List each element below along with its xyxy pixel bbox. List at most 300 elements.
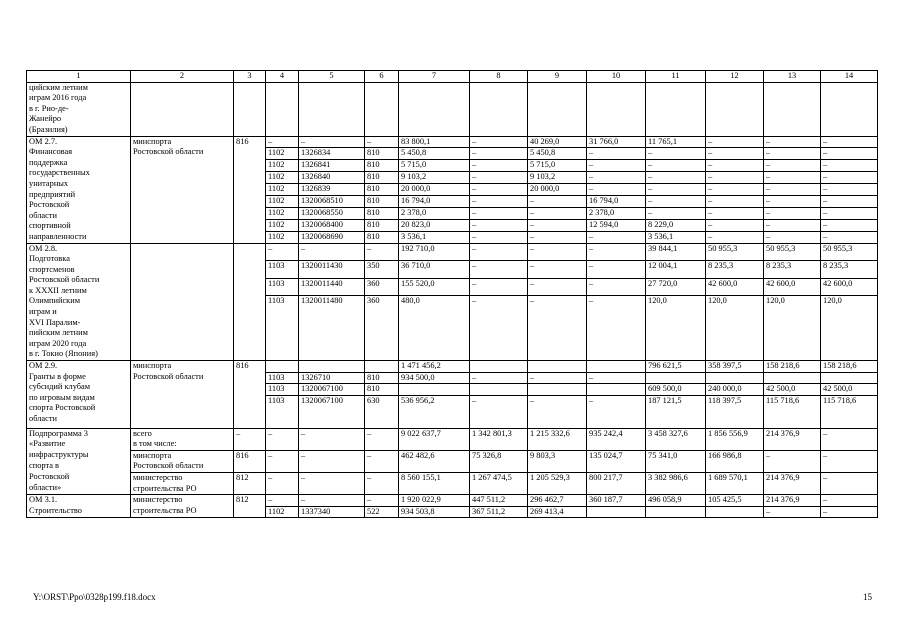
table-cell: 3 382 986,6 — [646, 472, 706, 494]
table-cell: 240 000,0 — [706, 384, 764, 396]
table-cell: 5 715,0 — [528, 160, 587, 172]
table-cell — [528, 384, 587, 396]
table-cell: – — [764, 136, 821, 148]
table-cell: – — [365, 428, 399, 450]
table-cell — [299, 361, 365, 373]
table-cell: 214 376,9 — [764, 495, 821, 507]
table-cell: – — [470, 195, 528, 207]
table-cell: – — [528, 261, 587, 279]
table-cell: 609 500,0 — [646, 384, 706, 396]
table-cell: – — [821, 184, 878, 196]
table-cell: 496 058,9 — [646, 495, 706, 507]
table-cell: всего в том числе: — [131, 428, 234, 450]
table-cell: 11 765,1 — [646, 136, 706, 148]
table-cell: 810 — [365, 372, 399, 384]
table-cell: 480,0 — [399, 296, 470, 361]
table-cell: – — [706, 148, 764, 160]
table-cell: – — [266, 428, 299, 450]
table-cell: 1102 — [266, 207, 299, 219]
table-row — [27, 361, 878, 373]
table-cell: 166 986,8 — [706, 450, 764, 472]
table-cell: 120,0 — [821, 296, 878, 361]
table-cell: – — [764, 172, 821, 184]
table-cell: 810 — [365, 160, 399, 172]
col-header: 12 — [706, 71, 764, 83]
table-cell: 1 471 456,2 — [399, 361, 470, 373]
table-cell: 12 594,0 — [587, 219, 646, 231]
table-cell — [821, 372, 878, 384]
table-cell: – — [528, 395, 587, 428]
table-cell: Подпрограмма 3 «Развитие — [27, 428, 131, 450]
table-cell: инфраструктуры спорта в — [27, 450, 131, 472]
table-cell: – — [706, 207, 764, 219]
col-header: 1 — [27, 71, 131, 83]
col-header: 7 — [399, 71, 470, 83]
col-header: 5 — [299, 71, 365, 83]
table-cell: 158 218,6 — [764, 361, 821, 373]
table-cell: – — [821, 506, 878, 518]
col-header: 3 — [234, 71, 266, 83]
table-cell: 367 511,2 — [470, 506, 528, 518]
table-cell: – — [587, 372, 646, 384]
table-cell — [131, 82, 234, 136]
table-cell: 1320068690 — [299, 231, 365, 243]
table-cell: – — [528, 278, 587, 296]
table-cell: 42 500,0 — [821, 384, 878, 396]
table-cell: 36 710,0 — [399, 261, 470, 279]
table-cell: 1320011480 — [299, 296, 365, 361]
table-cell: – — [821, 172, 878, 184]
table-cell: – — [764, 195, 821, 207]
table-cell — [365, 361, 399, 373]
header-row — [27, 71, 878, 83]
budget-table — [26, 70, 878, 518]
table-cell: – — [365, 495, 399, 507]
table-cell: – — [821, 472, 878, 494]
table-cell: 360 187,7 — [587, 495, 646, 507]
table-cell: – — [528, 372, 587, 384]
table-cell: – — [470, 372, 528, 384]
table-cell: – — [706, 195, 764, 207]
table-row — [27, 136, 878, 148]
table-row — [27, 495, 878, 507]
table-cell: 935 242,4 — [587, 428, 646, 450]
table-cell: – — [821, 231, 878, 243]
table-cell: – — [646, 207, 706, 219]
table-cell: 1 856 556,9 — [706, 428, 764, 450]
table-cell: 8 235,3 — [706, 261, 764, 279]
table-cell: 1326841 — [299, 160, 365, 172]
table-cell: 3 458 327,6 — [646, 428, 706, 450]
table-cell: 812 — [234, 495, 266, 518]
table-cell: ОМ 2.9. Гранты в форме субсидий клубам по игровым видам спорта Ростовской области — [27, 361, 131, 429]
table-cell: минспорта Ростовской области — [131, 136, 234, 243]
table-cell: – — [821, 219, 878, 231]
table-cell: ОМ 2.7. Финансовая поддержка государственных унитарных предприятий Ростовской области спортивной направленности — [27, 136, 131, 243]
table-cell — [646, 506, 706, 518]
table-cell: 1102 — [266, 506, 299, 518]
table-cell: – — [821, 148, 878, 160]
table-cell: 40 269,0 — [528, 136, 587, 148]
table-cell: 2 378,0 — [587, 207, 646, 219]
table-cell: 1102 — [266, 219, 299, 231]
table-cell: минспорта Ростовской области — [131, 450, 234, 472]
table-cell: 1320068400 — [299, 219, 365, 231]
col-header: 4 — [266, 71, 299, 83]
table-cell: 8 235,3 — [764, 261, 821, 279]
table-cell: 16 794,0 — [399, 195, 470, 207]
table-cell: 796 621,5 — [646, 361, 706, 373]
table-cell: 1102 — [266, 160, 299, 172]
table-cell: 630 — [365, 395, 399, 428]
table-cell: 1103 — [266, 278, 299, 296]
table-cell: 1102 — [266, 231, 299, 243]
table-cell: – — [299, 243, 365, 261]
table-cell: – — [764, 219, 821, 231]
table-cell: министерство строительства РО — [131, 472, 234, 494]
table-cell: – — [365, 472, 399, 494]
table-cell: – — [470, 207, 528, 219]
table-cell: 934 503,8 — [399, 506, 470, 518]
table-cell — [234, 243, 266, 361]
table-cell: – — [470, 184, 528, 196]
table-cell: 42 500,0 — [764, 384, 821, 396]
table-cell: 296 462,7 — [528, 495, 587, 507]
table-cell: – — [646, 172, 706, 184]
table-cell: – — [587, 296, 646, 361]
table-cell: 350 — [365, 261, 399, 279]
table-cell: 115 718,6 — [821, 395, 878, 428]
table-cell — [528, 361, 587, 373]
table-cell: – — [646, 184, 706, 196]
table-cell — [528, 82, 587, 136]
table-cell: 1326834 — [299, 148, 365, 160]
table-cell: – — [528, 195, 587, 207]
col-header: 9 — [528, 71, 587, 83]
document-path: Y:\ORST\Ppo\0328p199.f18.docx — [33, 592, 156, 602]
table-cell: 462 482,6 — [399, 450, 470, 472]
table-cell — [706, 506, 764, 518]
table-cell: – — [764, 160, 821, 172]
table-cell: – — [528, 243, 587, 261]
table-cell: – — [587, 395, 646, 428]
table-cell: 9 103,2 — [399, 172, 470, 184]
table-cell: – — [470, 243, 528, 261]
table-cell: 810 — [365, 172, 399, 184]
table-cell: 187 121,5 — [646, 395, 706, 428]
table-cell: 1 920 022,9 — [399, 495, 470, 507]
table-cell: – — [764, 184, 821, 196]
table-cell: 1 215 332,6 — [528, 428, 587, 450]
table-cell: – — [821, 207, 878, 219]
table-cell: 810 — [365, 148, 399, 160]
table-cell: 5 450,8 — [528, 148, 587, 160]
table-cell: Ростовской области» — [27, 472, 131, 494]
table-cell: 75 326,8 — [470, 450, 528, 472]
table-cell: – — [821, 136, 878, 148]
table-cell: – — [470, 219, 528, 231]
table-cell: – — [470, 231, 528, 243]
table-cell — [587, 384, 646, 396]
table-cell: 360 — [365, 296, 399, 361]
table-cell: 447 511,2 — [470, 495, 528, 507]
table-cell: 810 — [365, 231, 399, 243]
table-cell: – — [266, 450, 299, 472]
table-cell: – — [528, 231, 587, 243]
table-cell — [764, 372, 821, 384]
table-cell: минспорта Ростовской области — [131, 361, 234, 429]
table-cell — [646, 82, 706, 136]
table-cell — [706, 372, 764, 384]
table-cell: – — [764, 450, 821, 472]
table-cell: – — [470, 261, 528, 279]
col-header: 11 — [646, 71, 706, 83]
table-cell — [470, 384, 528, 396]
table-cell: – — [587, 278, 646, 296]
table-cell: 31 766,0 — [587, 136, 646, 148]
table-cell: 800 217,7 — [587, 472, 646, 494]
table-cell: 118 397,5 — [706, 395, 764, 428]
table-cell: 358 397,5 — [706, 361, 764, 373]
table-cell: – — [587, 160, 646, 172]
table-cell: – — [587, 231, 646, 243]
table-cell: 8 235,3 — [821, 261, 878, 279]
table-cell: ОМ 3.1. Строительство — [27, 495, 131, 518]
table-cell: – — [299, 472, 365, 494]
table-cell: – — [299, 136, 365, 148]
table-cell: – — [587, 243, 646, 261]
table-cell — [299, 82, 365, 136]
table-cell — [399, 384, 470, 396]
table-cell: 1 267 474,5 — [470, 472, 528, 494]
table-cell: 42 600,0 — [706, 278, 764, 296]
table-cell: 5 715,0 — [399, 160, 470, 172]
table-cell: 816 — [234, 450, 266, 472]
table-cell: – — [299, 495, 365, 507]
table-cell: 1 689 570,1 — [706, 472, 764, 494]
table-cell: – — [266, 136, 299, 148]
table-cell: – — [528, 219, 587, 231]
table-cell — [587, 82, 646, 136]
table-cell: 135 024,7 — [587, 450, 646, 472]
table-cell — [399, 82, 470, 136]
table-cell: – — [587, 172, 646, 184]
table-cell: – — [299, 450, 365, 472]
table-cell — [587, 361, 646, 373]
table-cell: 75 341,0 — [646, 450, 706, 472]
table-cell: 50 955,3 — [764, 243, 821, 261]
table-cell: – — [764, 148, 821, 160]
table-cell: министерство строительства РО — [131, 495, 234, 518]
table-cell: – — [821, 450, 878, 472]
table-cell: 1 205 529,3 — [528, 472, 587, 494]
table-cell: 50 955,3 — [821, 243, 878, 261]
table-cell: 158 218,6 — [821, 361, 878, 373]
table-cell — [706, 82, 764, 136]
table-cell: – — [706, 160, 764, 172]
table-cell: – — [470, 172, 528, 184]
table-cell: – — [706, 172, 764, 184]
table-cell: 3 536,1 — [399, 231, 470, 243]
table-cell: 1337340 — [299, 506, 365, 518]
table-cell: 8 560 155,1 — [399, 472, 470, 494]
table-row — [27, 243, 878, 261]
table-row — [27, 428, 878, 450]
table-cell: 12 004,1 — [646, 261, 706, 279]
table-cell: – — [266, 472, 299, 494]
table-cell: – — [821, 495, 878, 507]
table-cell: 20 000,0 — [399, 184, 470, 196]
table-cell: – — [470, 148, 528, 160]
table-cell: 5 450,8 — [399, 148, 470, 160]
table-cell: 214 376,9 — [764, 472, 821, 494]
table-cell: – — [470, 160, 528, 172]
table-cell: 1326710 — [299, 372, 365, 384]
table-cell: 816 — [234, 361, 266, 429]
table-cell — [646, 372, 706, 384]
table-cell — [266, 82, 299, 136]
table-cell: 214 376,9 — [764, 428, 821, 450]
table-cell: 810 — [365, 384, 399, 396]
table-cell: 1320068510 — [299, 195, 365, 207]
table-cell: 1326840 — [299, 172, 365, 184]
table-cell: – — [365, 450, 399, 472]
table-cell: – — [646, 160, 706, 172]
table-cell: – — [764, 506, 821, 518]
table-cell: 1320011440 — [299, 278, 365, 296]
table-cell: – — [706, 219, 764, 231]
table-cell: – — [587, 261, 646, 279]
table-cell: 1326839 — [299, 184, 365, 196]
table-cell: 934 500,0 — [399, 372, 470, 384]
table-cell: – — [764, 231, 821, 243]
table-cell: – — [470, 395, 528, 428]
table-cell: ОМ 2.8. Подготовка спортсменов Ростовской области к XXXII летним Олимпийским играм и XVI Паралим- пийским летним играм 2020 года в г. Токио (Япония) — [27, 243, 131, 361]
table-cell: – — [587, 184, 646, 196]
table-cell — [365, 82, 399, 136]
table-cell: 1103 — [266, 261, 299, 279]
table-cell: 2 378,0 — [399, 207, 470, 219]
col-header: 8 — [470, 71, 528, 83]
table-cell — [470, 361, 528, 373]
table-cell: – — [470, 136, 528, 148]
table-cell: 1320011430 — [299, 261, 365, 279]
table-cell — [470, 82, 528, 136]
table-cell: 192 710,0 — [399, 243, 470, 261]
table-cell: – — [821, 160, 878, 172]
table-cell: 20 823,0 — [399, 219, 470, 231]
table-cell: 522 — [365, 506, 399, 518]
table-cell: 810 — [365, 184, 399, 196]
col-header: 10 — [587, 71, 646, 83]
table-cell: 20 000,0 — [528, 184, 587, 196]
table-cell: 812 — [234, 472, 266, 494]
col-header: 14 — [821, 71, 878, 83]
table-cell: 269 413,4 — [528, 506, 587, 518]
table-cell: 3 536,1 — [646, 231, 706, 243]
table-cell — [587, 506, 646, 518]
table-cell: 120,0 — [706, 296, 764, 361]
table-cell: – — [706, 231, 764, 243]
table-cell: 1320067100 — [299, 395, 365, 428]
table-cell — [131, 243, 234, 361]
table-cell: – — [706, 136, 764, 148]
table-cell: 8 229,0 — [646, 219, 706, 231]
page-number: 15 — [863, 592, 872, 602]
table-cell: 105 425,5 — [706, 495, 764, 507]
table-cell: – — [470, 278, 528, 296]
table-cell: – — [528, 207, 587, 219]
table-cell: 120,0 — [764, 296, 821, 361]
table-cell: 1103 — [266, 296, 299, 361]
table-cell: 1103 — [266, 372, 299, 384]
table-cell: 39 844,1 — [646, 243, 706, 261]
table-cell: 42 600,0 — [764, 278, 821, 296]
table-cell: 155 520,0 — [399, 278, 470, 296]
table-cell: – — [365, 136, 399, 148]
table-cell: 1102 — [266, 184, 299, 196]
table-cell: 1320067100 — [299, 384, 365, 396]
table-cell: – — [528, 296, 587, 361]
table-cell: 16 794,0 — [587, 195, 646, 207]
table-cell — [266, 361, 299, 373]
table-cell: 1103 — [266, 395, 299, 428]
table-cell: 1320068550 — [299, 207, 365, 219]
table-cell: 9 803,3 — [528, 450, 587, 472]
table-cell: 115 718,6 — [764, 395, 821, 428]
table-cell: 120,0 — [646, 296, 706, 361]
table-cell: – — [646, 195, 706, 207]
table-cell: – — [299, 428, 365, 450]
table-cell: 1102 — [266, 148, 299, 160]
table-cell: – — [266, 495, 299, 507]
table-cell: – — [587, 148, 646, 160]
table-cell: 9 103,2 — [528, 172, 587, 184]
table-cell — [764, 82, 821, 136]
table-cell: 9 022 637,7 — [399, 428, 470, 450]
table-cell: 810 — [365, 219, 399, 231]
table-cell: 810 — [365, 195, 399, 207]
table-cell: – — [365, 243, 399, 261]
table-cell: – — [706, 184, 764, 196]
table-cell: – — [821, 195, 878, 207]
table-cell: 816 — [234, 136, 266, 243]
table-cell: 83 800,1 — [399, 136, 470, 148]
table-cell: – — [764, 207, 821, 219]
table-cell: – — [266, 243, 299, 261]
table-cell — [234, 82, 266, 136]
table-cell: 1103 — [266, 384, 299, 396]
table-cell: 810 — [365, 207, 399, 219]
table-cell — [821, 82, 878, 136]
col-header: 13 — [764, 71, 821, 83]
table-cell: 360 — [365, 278, 399, 296]
table-cell: 50 955,3 — [706, 243, 764, 261]
table-row — [27, 82, 878, 136]
table-cell: 42 600,0 — [821, 278, 878, 296]
table-cell: – — [234, 428, 266, 450]
table-cell: 1102 — [266, 172, 299, 184]
col-header: 2 — [131, 71, 234, 83]
col-header: 6 — [365, 71, 399, 83]
table-cell: – — [470, 296, 528, 361]
table-row — [27, 450, 878, 472]
table-cell: 1102 — [266, 195, 299, 207]
table-row — [27, 472, 878, 494]
table-cell: – — [646, 148, 706, 160]
table-cell: 536 956,2 — [399, 395, 470, 428]
table-cell: цийским летним играм 2016 года в г. Рио-де- Жанейро (Бразилия) — [27, 82, 131, 136]
